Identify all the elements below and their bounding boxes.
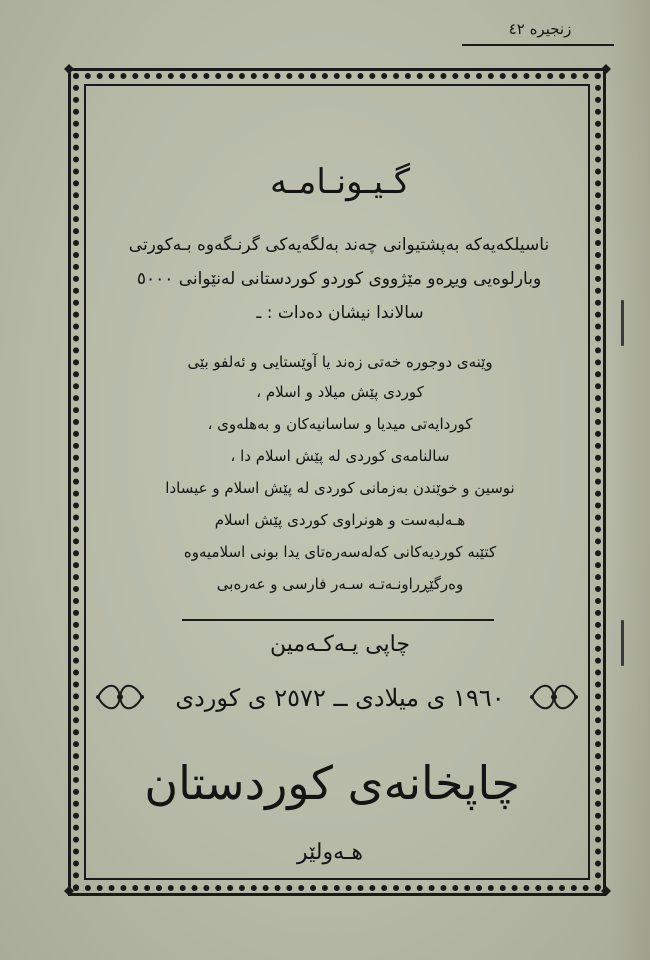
corner-ornament-bl (64, 886, 74, 896)
intro-line-1: ناسیلکەیەکە بەپشتیوانی چەند بەلگەیەکی گرنـگەوە بـەکورتی (128, 235, 550, 255)
section-divider (182, 619, 494, 621)
intro-line-2: وبارلوەیی ویڕەو مێژووی کوردو کوردستانی لەنێوانی ٥٠٠٠ (136, 269, 542, 289)
publication-date: ١٩٦٠ ی میلادی ــ ٢٥٧٢ ی کوردی (175, 684, 505, 712)
flourish-ornament-left (94, 680, 146, 714)
flourish-ornament-right (528, 680, 580, 714)
contents-line-5: نوسین و خوێندن بەزمانی کوردی لە پێش اسلام و عیسادا (165, 479, 515, 497)
city-name: هـەولێر (297, 840, 363, 865)
series-number: زنجیرە ٤٢ (508, 20, 572, 38)
edition-label: چاپی یـەکـەمین (269, 632, 410, 657)
contents-line-8: وەرگێڕراونـەتـە سـەر فارسی و عەرەبی (216, 575, 464, 593)
book-title: گـیـونـامـە (269, 162, 411, 202)
contents-line-6: هـەلبەست و هونراوی کوردی پێش اسلام (214, 511, 466, 529)
contents-line-1: وێنەی دوجورە خەتی زەند یا آوێستایی و ئەلفو بێی (187, 353, 493, 371)
contents-line-4: سالنامەی کوردی لە پێش اسلام دا ، (230, 447, 450, 465)
contents-line-2: کوردی پێش میلاد و اسلام ، (256, 383, 424, 401)
page-edge-wear (610, 0, 650, 960)
corner-ornament-br (601, 886, 611, 896)
corner-ornament-tr (601, 64, 611, 74)
printing-house-name: چاپخانەی کوردستان (144, 756, 520, 810)
intro-line-3: سالاندا نیشان دەدات : ـ (256, 303, 424, 323)
series-underline (462, 44, 614, 46)
corner-ornament-tl (64, 64, 74, 74)
contents-line-7: کتێبە کوردیەکانی کەلەسەرەتای یدا بونی اسلامیەوە (183, 543, 497, 561)
staple-top (621, 300, 624, 346)
staple-bottom (621, 620, 624, 666)
contents-line-3: کوردایەتی میدیا و ساسانیەکان و بەهلەوی ، (207, 415, 473, 433)
